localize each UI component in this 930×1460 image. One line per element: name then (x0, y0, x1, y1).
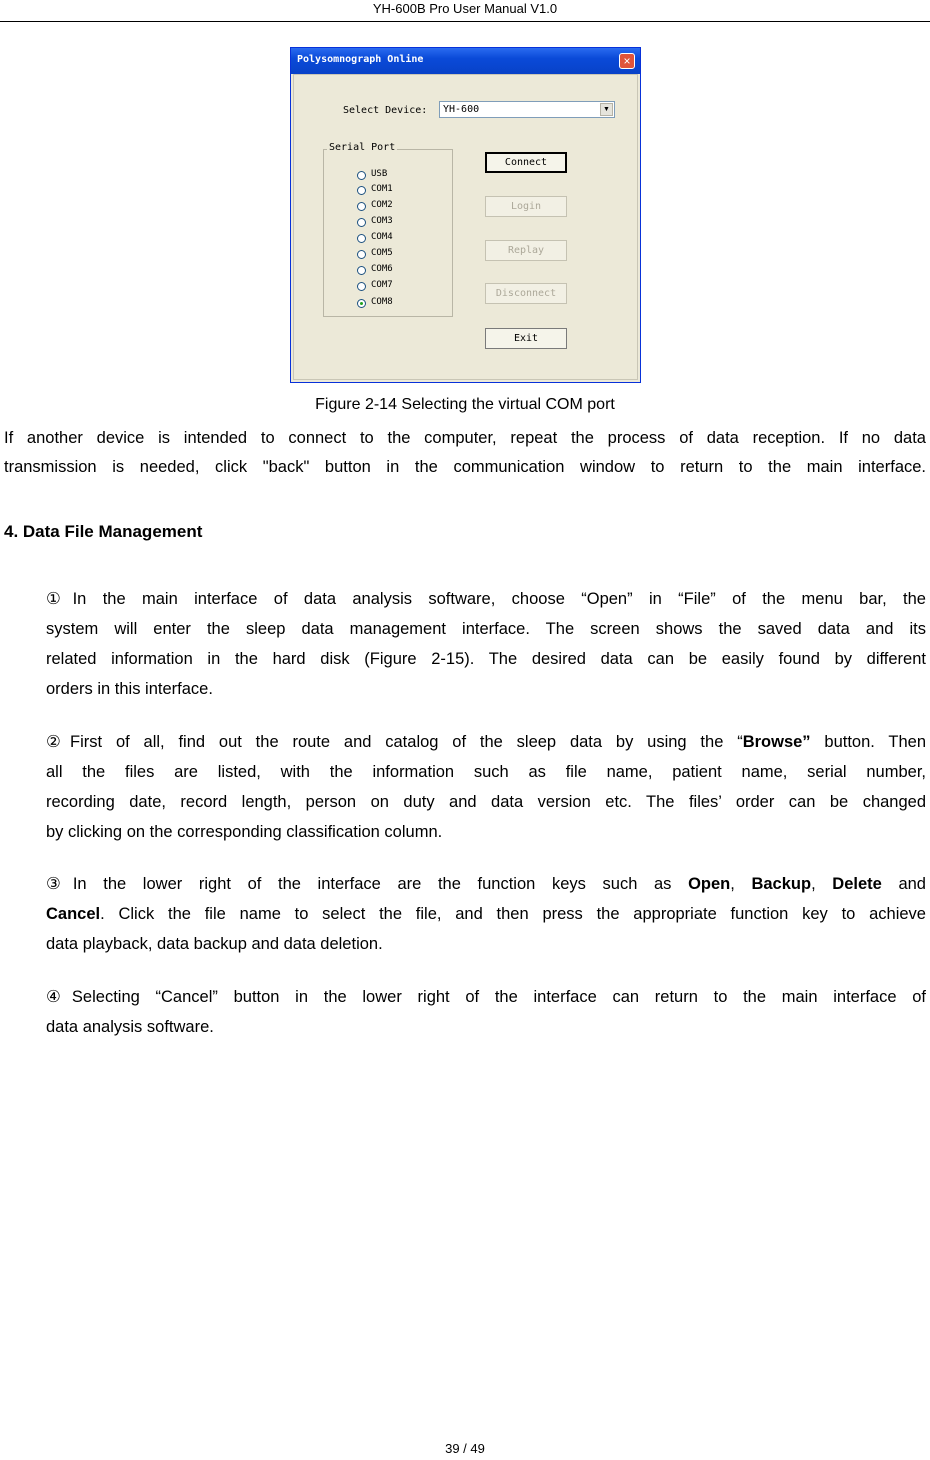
item-text: and (881, 875, 926, 893)
delete-keyword: Delete (832, 875, 882, 893)
replay-button[interactable]: Replay (485, 240, 567, 261)
intro-line: transmission is needed, click "back" button in the communication window to return to the main interface. (4, 458, 926, 476)
figure-caption: Figure 2-14 Selecting the virtual COM port (315, 396, 615, 413)
item-text: , (811, 875, 833, 893)
radio-label: COM5 (371, 248, 393, 258)
backup-keyword: Backup (751, 875, 812, 893)
item-line: data analysis software. (46, 1018, 214, 1036)
serial-port-group-label: Serial Port (329, 142, 396, 153)
item-line: recording date, record length, person on duty and data version etc. The files’ order can be changed (46, 793, 926, 811)
close-icon[interactable]: × (619, 53, 635, 69)
open-keyword: Open (688, 875, 731, 893)
disconnect-button[interactable]: Disconnect (485, 283, 567, 304)
intro-paragraph (4, 424, 926, 482)
intro-line: If another device is intended to connect to the computer, repeat the process of data reception. If no data (4, 429, 926, 447)
section-heading: 4. Data File Management (4, 522, 203, 541)
item-line: all the files are listed, with the information such as file name, patient name, serial number, (46, 763, 926, 781)
chevron-down-icon[interactable]: ▼ (600, 103, 613, 116)
select-device-value: YH-600 (443, 104, 480, 115)
manual-title: YH-600B Pro User Manual V1.0 (372, 1, 558, 16)
item-text: , (730, 875, 752, 893)
radio-label: USB (371, 169, 388, 179)
item-line: data playback, data backup and data deletion. (46, 935, 383, 953)
item-text: ③In the lower right of the interface are the function keys such as (46, 875, 689, 893)
item-line: ④Selecting “Cancel” button in the lower right of the interface can return to the main interface of (46, 988, 926, 1006)
radio-label: COM1 (371, 184, 393, 194)
radio-icon[interactable] (357, 266, 366, 275)
browse-keyword: Browse” (742, 733, 811, 751)
radio-label: COM2 (371, 200, 393, 210)
radio-label: COM7 (371, 280, 393, 290)
item-text: button. Then (810, 733, 926, 751)
item-line: system will enter the sleep data management interface. The screen shows the saved data and its (46, 620, 926, 638)
list-item (46, 869, 926, 959)
login-button[interactable]: Login (485, 196, 567, 217)
radio-icon[interactable] (357, 202, 366, 211)
select-device-dropdown[interactable] (439, 101, 615, 118)
cancel-keyword: Cancel (46, 905, 101, 923)
radio-label: COM8 (371, 297, 393, 307)
dialog-title: Polysomnograph Online (297, 54, 424, 65)
item-line: by clicking on the corresponding classification column. (46, 823, 443, 841)
list-item (46, 982, 926, 1042)
item-line (46, 869, 926, 899)
page-header (0, 0, 930, 22)
radio-icon[interactable] (357, 218, 366, 227)
item-line (46, 727, 926, 757)
radio-label: COM6 (371, 264, 393, 274)
item-line: orders in this interface. (46, 680, 213, 698)
item-text: ②First of all, find out the route and catalog of the sleep data by using the “ (46, 733, 743, 751)
item-line: ①In the main interface of data analysis software, choose “Open” in “File” of the menu bar, the (46, 590, 926, 608)
exit-button[interactable]: Exit (485, 328, 567, 349)
page-number: 39 / 49 (445, 1441, 485, 1456)
radio-icon[interactable] (357, 234, 366, 243)
radio-selected-icon[interactable] (357, 299, 366, 308)
dialog-titlebar (291, 48, 640, 74)
radio-icon[interactable] (357, 250, 366, 259)
item-line: related information in the hard disk (Figure 2-15). The desired data can be easily found by different (46, 650, 926, 668)
radio-icon[interactable] (357, 186, 366, 195)
item-text: . Click the file name to select the file, and then press the appropriate function key to achieve (100, 905, 926, 923)
radio-label: COM3 (371, 216, 393, 226)
item-line (46, 899, 926, 929)
polysomnograph-online-dialog (290, 47, 641, 383)
list-item (46, 727, 926, 847)
connect-button[interactable]: Connect (485, 152, 567, 173)
radio-label: COM4 (371, 232, 393, 242)
list-item (46, 584, 926, 704)
radio-icon[interactable] (357, 282, 366, 291)
header-divider (0, 21, 930, 22)
radio-icon[interactable] (357, 171, 366, 180)
select-device-label: Select Device: (343, 105, 428, 116)
